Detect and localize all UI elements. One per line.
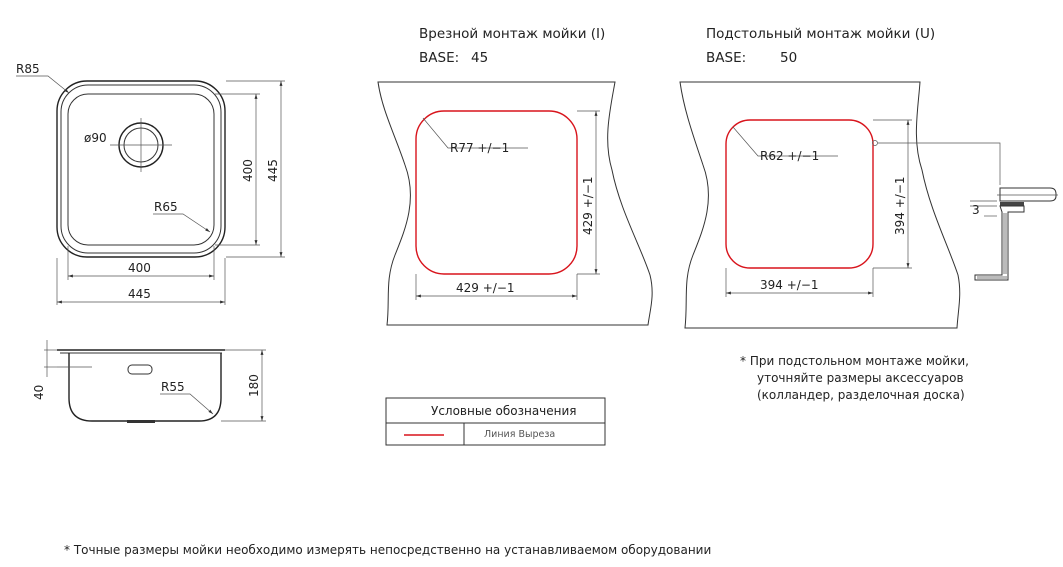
bottom-note: * Точные размеры мойки необходимо измерять непосредственно на устанавливаемом оборудовании — [64, 543, 712, 557]
note-under-line-2: уточняйте размеры аксессуаров — [757, 371, 964, 385]
inset-height-label: 429 +/−1 — [581, 176, 595, 235]
legend-title: Условные обозначения — [431, 404, 577, 418]
dim-445-height-label: 445 — [266, 159, 280, 182]
dim-180-label: 180 — [247, 374, 261, 397]
inset-radius-label: R77 +/−1 — [450, 141, 510, 155]
drain-base — [127, 420, 155, 423]
under-base-label: BASE: — [706, 50, 747, 66]
dim-40-label: 40 — [32, 384, 46, 400]
r55-leader — [160, 394, 213, 414]
undermount-note — [740, 354, 969, 402]
under-width-label: 394 +/−1 — [760, 278, 819, 292]
sink-side-view — [32, 340, 266, 423]
countertop-section — [1000, 188, 1056, 201]
under-cutout — [726, 120, 873, 268]
undermount-cross-section — [970, 188, 1058, 280]
inset-base-label: BASE: — [419, 50, 460, 66]
inset-width-label: 429 +/−1 — [456, 281, 515, 295]
inset-cutout — [416, 111, 577, 274]
r65-leader — [153, 214, 210, 232]
inset-base-value: 45 — [471, 50, 489, 66]
r85-leader — [16, 76, 69, 93]
under-radius-label: R62 +/−1 — [760, 149, 820, 163]
under-title: Подстольный монтаж мойки (U) — [706, 26, 936, 42]
overflow-slot — [128, 365, 152, 374]
r65-label: R65 — [154, 200, 178, 214]
inset-title: Врезной монтаж мойки (I) — [419, 26, 606, 42]
hole-diameter-label: ø90 — [84, 131, 107, 145]
under-height-label: 394 +/−1 — [893, 176, 907, 235]
dim-400-height-label: 400 — [241, 159, 255, 182]
inset-countertop — [378, 82, 652, 325]
sink-top-view — [16, 62, 285, 305]
note-under-line-3: (колландер, разделочная доска) — [757, 388, 965, 402]
note-under-line-1: * При подстольном монтаже мойки, — [740, 354, 969, 368]
legend-item-label: Линия Выреза — [484, 429, 556, 440]
side-bowl — [69, 353, 221, 421]
undermount-section — [680, 26, 1058, 328]
legend — [386, 398, 605, 445]
gap-label: 3 — [972, 203, 980, 217]
sink-rim-section — [975, 206, 1024, 280]
dim-400-width-label: 400 — [128, 261, 151, 275]
r85-label: R85 — [16, 62, 40, 76]
under-base-value: 50 — [780, 50, 798, 66]
dim-445-width-label: 445 — [128, 287, 151, 301]
inset-mount-section — [378, 26, 652, 325]
under-countertop — [680, 82, 960, 328]
r55-label: R55 — [161, 380, 185, 394]
